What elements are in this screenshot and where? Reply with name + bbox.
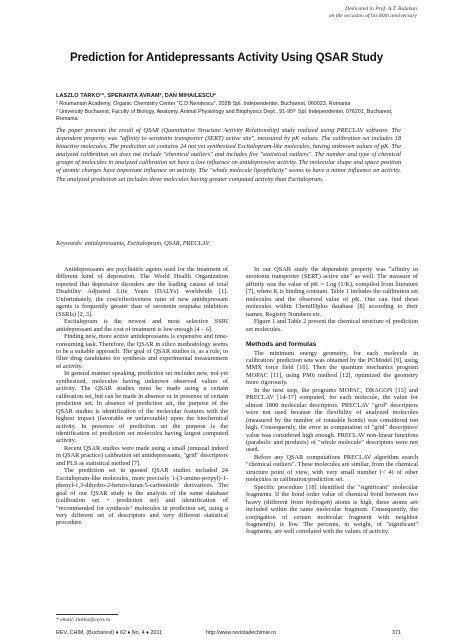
paragraph: The minimum energy geometry, for each molecule in calibration/ prediction sets was obtained by the PCModel [9], using MMX force field [10]. Then the quantum mechanics program MOPAC [11], using PM6 method [12], optimized the geometry more rigorously. [246, 349, 418, 387]
left-column [56, 266, 228, 527]
keywords: Keywords: antidepressants, Escitalopram, QSAR, PRECLAV [56, 240, 210, 247]
right-column [246, 266, 418, 536]
paragraph: In our QSAR study the dependent property was "affinity to serotonin transporter (SERT) active site" as well. The measure of affinity was the value of pK = Log (1/K), compiled from literature [7], where K is binding constant. Table 1 includes the calibration set molecules and the observed value of pK. One can find these molecules within ChemIDplus database [8] according to their names, Registry Numbers etc. [246, 266, 418, 318]
paragraph: In the next step, the programs MOPAC, DRAGON [13] and PRECLAV [14-17] computed, for each molecule, the value for almost 1800 molecular descriptors. PRECLAV "grid" descriptors were not used because the flexibility of analyzed molecules (measured by the number of rotatable bonds) was considered too high. Consequently, the error in computation of "grid" descriptors' value was considered high enough. PRECLAV non-linear functions (parabolic and products) of "whole molecule" descriptors were not used. [246, 386, 418, 454]
paragraph: Before any QSAR computations PRECLAV algorithm search "chemical outliers". These molecules are similar, from the chemical structure point of view, with very small number (< 4) of other molecules in calibration/prediction set. [246, 453, 418, 484]
page-number: 371 [392, 630, 401, 636]
journal-url-link[interactable]: http://www.revistadechimie.ro [206, 630, 277, 636]
author-list: LASZLO TARKO¹*, SPERANTA AVRAM², DAN MIHAILESCU² [56, 93, 216, 99]
affiliation-1: ¹ Roumanian Academy, Organic Chemistry Center "C.D.Nenitescu", 202B Spl. Independentei, Bucharest, 060023, Romania [56, 101, 351, 107]
paragraph: Finding new, more active antidepressants is expensive and time-consuming task. Therefore, the QSAR in silico methodology seems to be a suitable approach. The goal of QSAR studies is, as a rule, to filter drug candidates for synthesis and experimental measurement of activity. [56, 333, 228, 370]
journal-citation: REV. CHIM. (Bucharest) ♦ 62 ♦ No. 4 ♦ 2011 [56, 630, 162, 636]
paragraph: Antidepressants are psychiatric agents used for the treatment of different kind of depression. The World Health Organization reported that depressive disorders are the leading causes of total Disability Adjusted Life Years (DALYs) worldwide [1]. Unfortunately, the cost/effectiveness ratio of new antidepressant agents is frequently greater than of serotonin reuptake inhibitors (SSRIs) [2, 3]. [56, 266, 228, 318]
paragraph: Escitalopram is the newest and most selective SSRI antidepressant and the cost of treatment is low enough [4 – 6]. [56, 318, 228, 333]
paragraph: The prediction set in quoted QSAR studies included 24 Escitalopram-like molecules, more precisely 1-(3-amino-propyl)-1-phenyl-1,3-dihydro-2-benzo-furan-5-carbonitrile derivatives. The goal of our QSAR study is the analysis of the same database (calibration set + prediction set) and identification of "recommended for synthesis" molecules in prediction set, using a very different set of descriptors and very different statistical procedure. [56, 467, 228, 527]
dedication-line-1: Dedicated to Prof. A.T. Balaban [345, 6, 417, 12]
section-heading: Methods and formulas [246, 341, 317, 349]
abstract: The paper presents the result of QSAR (Quantitative Structure Activity Relationship) study realized using PRECLAV software. The dependent property was "affinity to serotonin transporter (SERT) active site", measured by pK values. The calibration set includes 18 bioactive molecules. The prediction set contains 24 not yet synthesized Escitalopram-like molecules, having unknown values of pK. The analyzed calibration set does not include "chemical outliers" and includes five "statistical outliers". The number and type of chemical groups of molecules in analyzed calibration set have a low influence on antidepressive activity. The molecular shape and space position of atomic charges have important influence on activity. The "whole molecule lipophilicity" seems to have a minor influence on activity. The analyzed prediction set includes three molecules having greater computed activity than Escitalopram. [56, 127, 401, 183]
dedication-line-2: on the occasion of his 80th anniversary [328, 13, 417, 19]
paragraph: Figure 1 and Table 2 present the chemical structure of prediction set molecules. [246, 318, 418, 333]
paragraph: Specific procedure [18] identified the "significant" molecular fragments. If the bond order value of chemical bond between two heavy (different from hydrogen) atoms is high, these atoms are included within the same molecular fragment. Consequently, the conjugation of certain molecular fragment with neighbor fragment(s) is low. The percents, in weight, of "significant" fragments, are well correlated with the values of activity. [246, 483, 418, 536]
paragraph: Recent QSAR studies were made using a small (unusual indeed in QSAR practice) calibration set antidepressants, "grid" descriptors and PLS as statistical method [7]. [56, 444, 228, 467]
paragraph: In general manner speaking, prediction set includes new, not yet synthesized, molecules having unknown observed values of activity. The QSAR studies must be made using a certain calibration set, but can be made in absence or in presence of certain prediction set. In absence of prediction set, the purpose of the QSAR studies is identification of the molecular features with the highest impact (favorable or unfavorable) upon the biochemical activity. In presence of prediction set the purpose is the identification of prediction set molecules having largest computed activity. [56, 370, 228, 445]
footnote-email: * email: ltarko@ccro.ro [56, 617, 111, 623]
footnote-divider [56, 614, 118, 615]
affiliation-2: ² University Bucharest, Faculty of Biology, Anatomy, Animal Physiology and Biophysics Dept., 91-95ᵗʰ Spl. Independentei, 076201, Bucharest, Romania [56, 109, 393, 122]
paper-title: Prediction for Antidepressants Activity Using QSAR Study [69, 52, 384, 64]
dedication [217, 6, 417, 20]
